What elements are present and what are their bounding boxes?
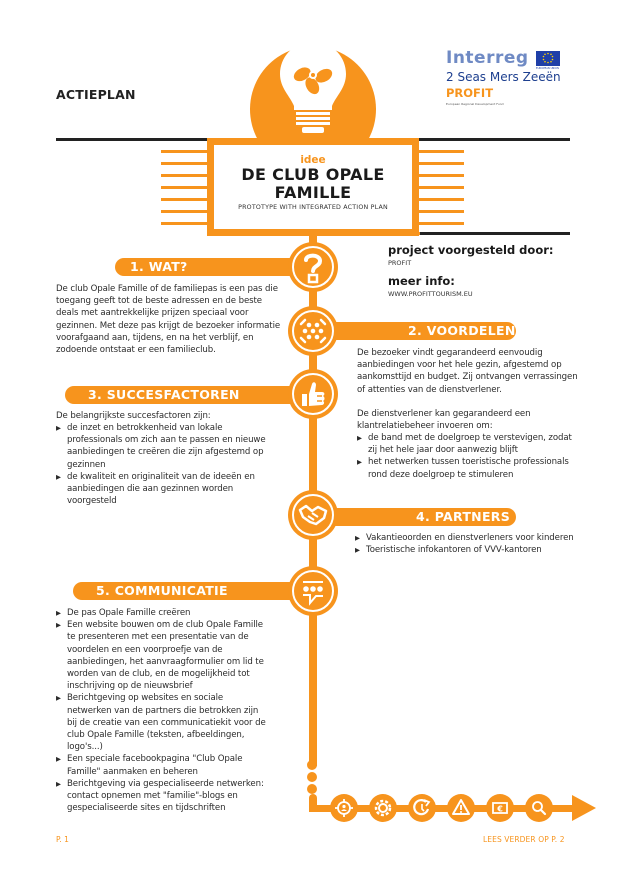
list-item: ▶ Een website bouwen om de club Opale Famille te presenteren met een presentatie van de voordelen en een voorproefje van de aanbiedingen, het aanvraagformulier om lid te worden van de club, en de mogelijkheid tot inschrijving op de nieuwsbrief <box>56 619 266 692</box>
timeline-node <box>330 794 358 822</box>
program-name: 2 Seas Mers Zeeën <box>446 70 561 84</box>
euro-note-icon <box>486 794 514 822</box>
decor-stripe <box>418 150 464 153</box>
section-heading-communicatie: 5. COMMUNICATIE <box>96 583 228 598</box>
decor-stripe <box>418 186 464 189</box>
decor-stripe <box>418 162 464 165</box>
magnifier-icon <box>525 794 553 822</box>
decor-stripe <box>418 198 464 201</box>
section-heading-partners: 4. PARTNERS <box>416 509 511 524</box>
section-text-wat: De club Opale Famille of de familiepas is een pas die toegang geeft tot de beste adressen en de beste deals met aantrekkelijke prijzen speciaal voor gezinnen. Met deze pas krijgt de bezoeker informatie voorafgaand aan, tijdens, en na het verblijf, en zodoende ontstaat er een familieclub. <box>56 284 281 356</box>
gear-icon <box>369 794 397 822</box>
warning-icon <box>447 794 475 822</box>
list-item: ▶ de band met de doelgroep te verstevigen, zodat zij het hele jaar door aanwezig blijft <box>357 432 579 456</box>
list-item: ▶ de inzet en betrokkenheid van lokale professionals om zich aan te passen en nieuwe aanbiedingen te creëren die zijn afgestemd op gezinnen <box>56 422 266 471</box>
node-wat <box>288 242 338 292</box>
list-item: ▶ Een speciale facebookpagina "Club Opale Famille" aanmaken en beheren <box>56 753 266 777</box>
page-title: DE CLUB OPALE <box>241 165 385 184</box>
lightbulb-icon <box>250 18 376 140</box>
decor-stripe <box>161 150 208 153</box>
decor-stripe <box>418 222 464 225</box>
interreg-wordmark: Interreg <box>446 48 529 68</box>
title-box <box>207 138 419 236</box>
section-text-voordelen-2: De dienstverlener kan gegarandeerd een klantrelatiebeheer invoeren om: <box>357 409 531 432</box>
bullet-list-partners <box>355 532 577 556</box>
list-item: ▶ het netwerken tussen toeristische professionals rond deze doelgroep te stimuleren <box>357 456 579 480</box>
divider-line <box>418 138 570 141</box>
list-item: ▶ De pas Opale Famille creëren <box>56 607 266 619</box>
timeline-node <box>486 794 514 822</box>
section-heading-voordelen: 2. VOORDELEN <box>408 323 516 338</box>
list-item: ▶ Vakantieoorden en dienstverleners voor kinderen <box>355 532 577 544</box>
section-intro-succesfactoren: De belangrijkste succesfactoren zijn: <box>56 411 211 421</box>
section-label: ACTIEPLAN <box>56 87 136 102</box>
list-item: ▶ Berichtgeving via gespecialiseerde netwerken: contact opnemen met "familie"-blogs en gespecialiseerde sites en tijdschriften <box>56 778 266 815</box>
node-voordelen <box>288 306 338 356</box>
divider-line <box>418 232 570 235</box>
node-partners <box>288 490 338 540</box>
bullet-list-succesfactoren <box>56 422 266 507</box>
decor-stripe <box>161 210 208 213</box>
list-item: ▶ de kwaliteit en originaliteit van de ideeën en aanbiedingen die aan gezinnen worden voorgesteld <box>56 471 266 508</box>
page-title-line2: FAMILLE <box>274 183 352 202</box>
title-kicker: idee <box>300 154 326 166</box>
decor-stripe <box>161 186 208 189</box>
decor-stripe <box>418 210 464 213</box>
spine-dot <box>307 772 317 782</box>
timeline-arrowhead <box>572 795 596 821</box>
timeline-node <box>525 794 553 822</box>
decor-stripe <box>161 162 208 165</box>
spine-dot <box>307 784 317 794</box>
divider-line <box>56 138 208 141</box>
spine-dot <box>307 760 317 770</box>
page-number: P. 1 <box>56 835 69 844</box>
target-person-icon <box>330 794 358 822</box>
timeline-node <box>369 794 397 822</box>
list-item: ▶ Berichtgeving op websites en sociale netwerken van de partners die betrokken zijn bij de creatie van een communicatiekit voor de club Opale Famille (teksten, afbeeldingen, logo's...) <box>56 692 266 753</box>
section-heading-succesfactoren: 3. SUCCESFACTOREN <box>88 387 240 402</box>
speech-bubble-icon <box>288 566 338 616</box>
section-heading-wat: 1. WAT? <box>130 259 188 274</box>
dots-cluster-icon <box>288 306 338 356</box>
decor-stripe <box>418 174 464 177</box>
handshake-icon <box>288 490 338 540</box>
proposed-by-label: project voorgesteld door: <box>388 243 554 257</box>
node-communicatie <box>288 566 338 616</box>
more-info-link[interactable]: WWW.PROFITTOURISM.EU <box>388 290 473 298</box>
thumbs-up-icon <box>288 369 338 419</box>
decor-stripe <box>161 222 208 225</box>
bullet-list-communicatie <box>56 607 266 814</box>
project-name: PROFIT <box>446 86 494 100</box>
interreg-logo <box>446 48 566 120</box>
fund-caption: European Regional Development Fund <box>446 102 504 106</box>
list-item: ▶ Toeristische infokantoren of VVV-kantoren <box>355 544 577 556</box>
proposed-by-value: PROFIT <box>388 259 412 267</box>
eu-flag-icon <box>536 51 560 66</box>
decor-stripe <box>161 198 208 201</box>
svg-text:€: € <box>497 804 503 814</box>
more-info-label: meer info: <box>388 274 455 288</box>
eu-flag-caption: EUROPEAN UNION <box>536 67 559 70</box>
page-subtitle: PROTOTYPE WITH INTEGRATED ACTION PLAN <box>238 204 388 211</box>
question-mark-icon <box>288 242 338 292</box>
continue-link[interactable]: LEES VERDER OP P. 2 <box>483 835 565 844</box>
decor-stripe <box>161 174 208 177</box>
timeline-node <box>447 794 475 822</box>
clock-arrow-icon <box>408 794 436 822</box>
node-succesfactoren <box>288 369 338 419</box>
bullet-list-voordelen <box>357 432 579 481</box>
timeline-node <box>408 794 436 822</box>
section-text-voordelen: De bezoeker vindt gegarandeerd eenvoudig aanbiedingen voor het hele gezin, afgestemd op aankomsttijd en budget. Zij ontvangen verrassingen of attenties van de dienstverlener. <box>357 348 578 395</box>
